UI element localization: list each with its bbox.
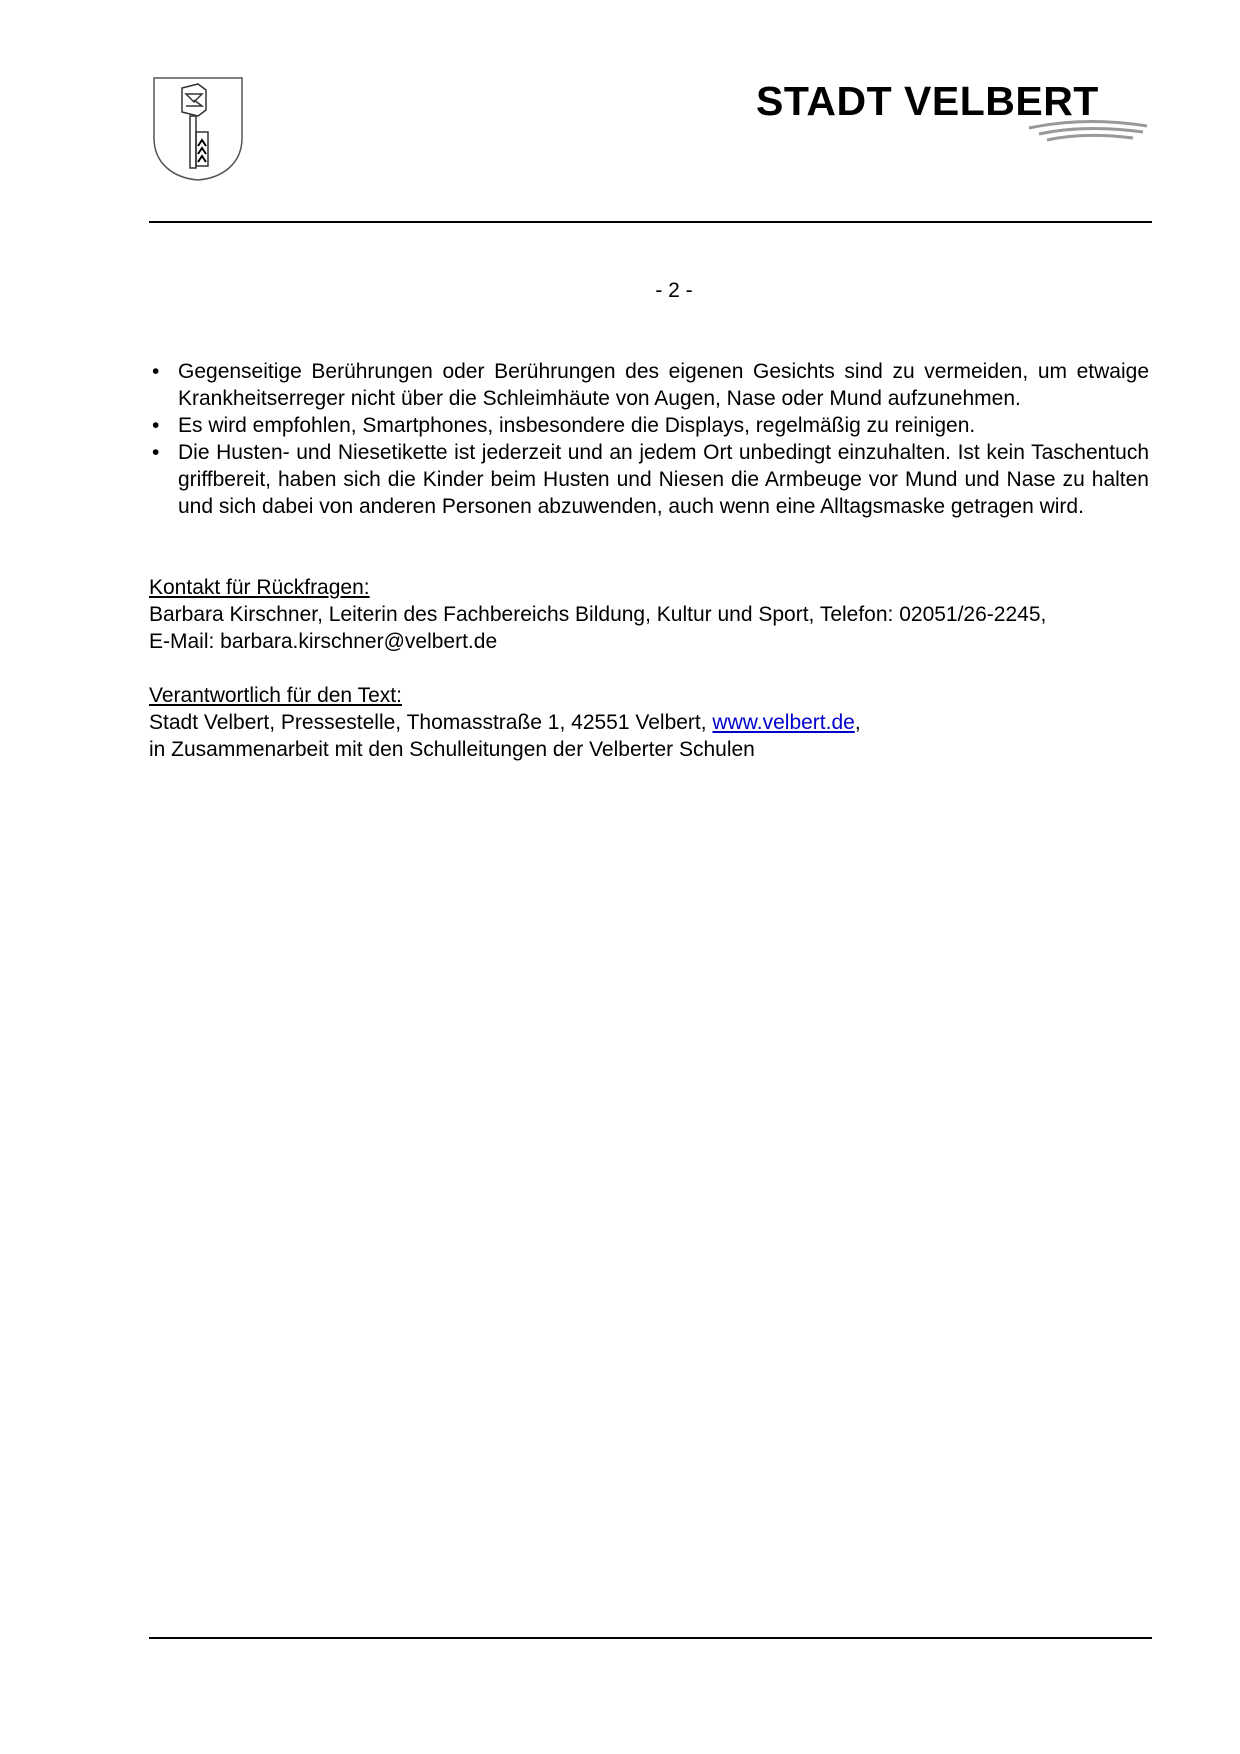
list-item-text: Die Husten- und Niesetikette ist jederzeit und an jedem Ort unbedingt einzuhalten. Ist kein Taschentuch griffbereit, haben sich die Kinder beim Husten und Niesen die Armbeuge vor Mund und Nase zu halten und sich dabei von anderen Personen abzuwenden, auch wenn eine Alltagsmaske getragen wird. (178, 441, 1149, 518)
responsible-section (149, 682, 1149, 763)
header-divider (149, 221, 1152, 223)
bullet-icon: • (152, 414, 160, 437)
list-item (149, 358, 1149, 412)
list-item-text: Gegenseitige Berührungen oder Berührungen des eigenen Gesichts sind zu vermeiden, um etwaige Krankheitserreger nicht über die Schleimhäute von Augen, Nase oder Mund aufzunehmen. (178, 360, 1149, 410)
responsible-heading: Verantwortlich für den Text: (149, 684, 402, 707)
list-item-text: Es wird empfohlen, Smartphones, insbesondere die Displays, regelmäßig zu reinigen. (178, 414, 976, 437)
bullet-icon: • (152, 360, 160, 383)
contact-line: Barbara Kirschner, Leiterin des Fachbereichs Bildung, Kultur und Sport, Telefon: 02051/26-2245, (149, 603, 1047, 626)
responsible-address (149, 709, 1149, 736)
document-body (149, 358, 1149, 763)
list-item (149, 412, 1149, 439)
contact-email: E-Mail: barbara.kirschner@velbert.de (149, 630, 498, 653)
bullet-icon: • (152, 441, 160, 464)
list-item (149, 439, 1149, 520)
brand-swoosh-logo (1025, 118, 1150, 142)
website-link[interactable]: www.velbert.de (712, 711, 855, 734)
page-number: - 2 - (655, 279, 693, 302)
contact-section (149, 574, 1149, 655)
contact-heading: Kontakt für Rückfragen: (149, 576, 370, 599)
footer-divider (149, 1637, 1152, 1639)
brand-title: STADT VELBERT (756, 78, 1099, 124)
address-text: Stadt Velbert, Pressestelle, Thomasstraße 1, 42551 Velbert, (149, 711, 713, 734)
coat-of-arms-logo (152, 76, 244, 182)
address-suffix: , (854, 711, 861, 734)
responsible-cooperation: in Zusammenarbeit mit den Schulleitungen der Velberter Schulen (149, 738, 755, 761)
hygiene-bullet-list (149, 358, 1149, 520)
